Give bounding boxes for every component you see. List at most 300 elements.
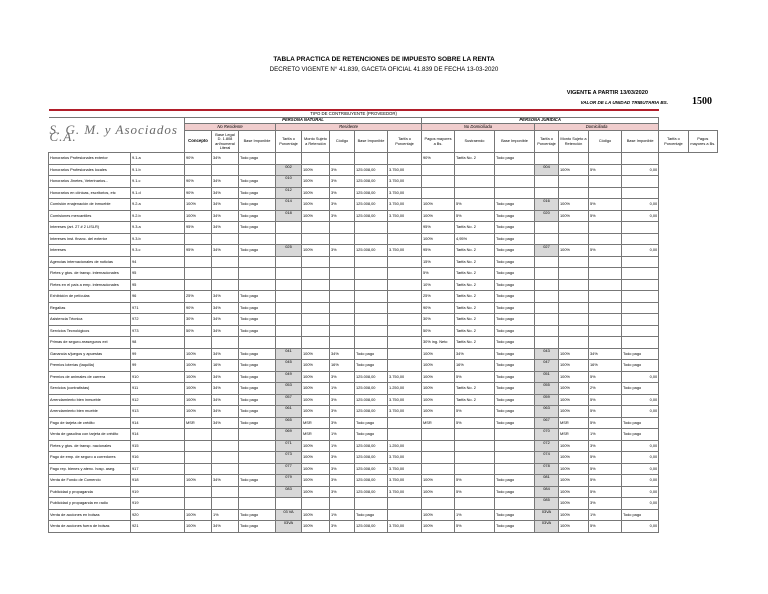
table-cell [185, 463, 212, 475]
table-cell [422, 452, 455, 464]
table-cell: 073 [276, 452, 302, 464]
table-row [49, 429, 718, 441]
table-cell: Tarifa No. 2 [455, 291, 495, 303]
table-cell: Todo pago [239, 210, 276, 222]
table-cell: 96 [131, 291, 185, 303]
table-cell: 0,00 [622, 406, 659, 418]
concepto-cell: Intereses [49, 245, 131, 257]
table-cell [622, 314, 659, 326]
table-cell: Todo pago [495, 245, 535, 257]
table-cell: 16% [330, 360, 355, 372]
table-cell: Todo pago [495, 486, 535, 498]
table-cell [330, 222, 355, 234]
table-cell: 3.750,00 [388, 245, 422, 257]
table-cell [330, 279, 355, 291]
table-cell: 34% [212, 521, 239, 533]
table-row [49, 153, 718, 165]
table-cell: 100% [302, 199, 330, 211]
table-cell: Todo pago [495, 348, 535, 360]
table-cell: 100% [185, 383, 212, 395]
table-cell: 30% [422, 314, 455, 326]
table-cell: 911 [131, 383, 185, 395]
table-row [49, 176, 718, 188]
table-cell: Tarifa No. 2 [455, 302, 495, 314]
table-cell: 100% [422, 475, 455, 487]
table-cell: 055 [535, 383, 559, 395]
table-cell: 100% [185, 394, 212, 406]
table-cell [589, 279, 622, 291]
table-cell: 071 [276, 440, 302, 452]
table-cell [589, 268, 622, 280]
table-cell [302, 337, 330, 349]
table-cell [355, 256, 388, 268]
table-cell [302, 325, 330, 337]
table-cell: Todo pago [239, 314, 276, 326]
table-cell: 3% [330, 521, 355, 533]
table-cell: 34% [212, 417, 239, 429]
table-cell: 3.750,00 [388, 371, 422, 383]
table-cell: 920 [131, 509, 185, 521]
table-cell: Todo pago [239, 348, 276, 360]
table-cell: 027 [535, 245, 559, 257]
table-row [49, 463, 718, 475]
table-cell [212, 164, 239, 176]
table-cell: 3% [330, 463, 355, 475]
table-cell: 0,00 [622, 199, 659, 211]
table-cell: 34% [212, 325, 239, 337]
table-cell: 34% [330, 348, 355, 360]
table-cell: 971 [131, 302, 185, 314]
table-cell: Todo pago [495, 199, 535, 211]
table-cell: MSR [302, 429, 330, 441]
table-cell [559, 325, 589, 337]
concepto-cell: Regalías [49, 302, 131, 314]
table-cell: 3% [330, 210, 355, 222]
table-cell: 25% [185, 291, 212, 303]
table-cell: Todo pago [495, 268, 535, 280]
table-cell: 919 [131, 498, 185, 510]
table-cell: 100% [302, 176, 330, 188]
table-cell: 100% [185, 509, 212, 521]
table-cell: 5% [455, 210, 495, 222]
table-cell: 100% [422, 406, 455, 418]
table-cell: 100% [422, 383, 455, 395]
concepto-cell: Venta de acciones fuera de bolsas [49, 521, 131, 533]
table-cell [422, 176, 455, 188]
table-cell: 3% [330, 452, 355, 464]
table-cell [330, 314, 355, 326]
table-cell: 5% [589, 452, 622, 464]
table-row [49, 348, 718, 360]
table-cell: 98 [131, 337, 185, 349]
table-row [49, 498, 718, 510]
table-cell: 0,00 [622, 475, 659, 487]
table-cell: 051 [535, 371, 559, 383]
table-cell: 0,00 [622, 394, 659, 406]
column-header: Código [330, 131, 355, 153]
table-cell: 3.750,00 [388, 199, 422, 211]
table-cell: 912 [131, 394, 185, 406]
table-cell: 5% [422, 268, 455, 280]
table-cell: Todo pago [239, 371, 276, 383]
table-cell [455, 440, 495, 452]
table-cell: 50% [185, 325, 212, 337]
column-header: Tarifa o Porcentaje [388, 131, 422, 153]
table-cell: Todo pago [495, 210, 535, 222]
table-cell [388, 417, 422, 429]
table-cell: 067 [535, 417, 559, 429]
table-cell: 5% [589, 199, 622, 211]
concepto-cell: Pago rep. bienes y atenc. hosp. aseg. [49, 463, 131, 475]
table-cell: Todo pago [495, 406, 535, 418]
table-cell [355, 498, 388, 510]
vigente-label: VIGENTE A PARTIR 13/03/2020 [566, 90, 648, 96]
table-cell: Todo pago [495, 509, 535, 521]
table-cell [212, 452, 239, 464]
table-cell: 972 [131, 314, 185, 326]
table-cell: 5% [589, 210, 622, 222]
concepto-cell: Pago de emp. de seguro a corredores [49, 452, 131, 464]
table-cell: 5% [455, 371, 495, 383]
table-cell [495, 498, 535, 510]
table-cell: Todo pago [622, 509, 659, 521]
table-cell: MSR [302, 417, 330, 429]
table-cell [355, 325, 388, 337]
table-cell: 3.750,00 [388, 394, 422, 406]
concepto-cell: Honorarios Jinetes, Veterinarios... [49, 176, 131, 188]
table-cell: Todo pago [239, 417, 276, 429]
table-cell: 3% [330, 417, 355, 429]
table-cell: 5% [589, 417, 622, 429]
table-cell: Todo pago [495, 222, 535, 234]
concepto-cell: Venta de acciones en bolsas [49, 509, 131, 521]
table-cell [276, 233, 302, 245]
table-cell: 1% [455, 509, 495, 521]
company-logo: S. G. M. y Asociados C.A. [49, 121, 178, 144]
no-domiciliada-header: No Domiciliada [422, 124, 535, 131]
table-cell: 973 [131, 325, 185, 337]
table-cell [535, 176, 559, 188]
table-cell: 125.008,00 [355, 440, 388, 452]
concepto-cell: Exhibición de películas [49, 291, 131, 303]
table-cell: 5% [455, 417, 495, 429]
table-cell [535, 233, 559, 245]
table-cell: 0,00 [622, 164, 659, 176]
table-cell: 053 [276, 383, 302, 395]
table-cell [276, 222, 302, 234]
table-cell [302, 291, 330, 303]
table-cell: 100% [185, 348, 212, 360]
table-cell: 010 [276, 176, 302, 188]
table-cell: 5% [455, 406, 495, 418]
table-cell: 100% [422, 394, 455, 406]
table-cell [276, 302, 302, 314]
table-cell [589, 256, 622, 268]
table-cell: 03VA [535, 521, 559, 533]
table-cell [330, 268, 355, 280]
table-cell: Todo pago [495, 394, 535, 406]
table-cell [212, 279, 239, 291]
table-cell [185, 268, 212, 280]
table-cell: Todo pago [239, 187, 276, 199]
table-cell: 125.008,00 [355, 463, 388, 475]
table-cell: 125.008,00 [355, 521, 388, 533]
table-cell [330, 325, 355, 337]
table-cell [559, 153, 589, 165]
table-cell: MSR [559, 429, 589, 441]
table-cell [535, 291, 559, 303]
table-cell: 100% [559, 245, 589, 257]
table-cell: 3% [330, 371, 355, 383]
table-cell: 3% [330, 176, 355, 188]
table-cell: 3% [330, 394, 355, 406]
table-cell [622, 291, 659, 303]
table-cell: 50% [422, 325, 455, 337]
table-cell: 9.3.a [131, 222, 185, 234]
table-cell [330, 337, 355, 349]
table-cell: 3.750,00 [388, 176, 422, 188]
table-cell: 012 [276, 187, 302, 199]
table-cell: 100% [422, 360, 455, 372]
table-cell [276, 291, 302, 303]
table-cell: Todo pago [495, 256, 535, 268]
table-cell: 5% [589, 394, 622, 406]
table-row [49, 279, 718, 291]
table-cell [355, 233, 388, 245]
table-cell: 95% [185, 222, 212, 234]
concepto-cell: Honorarios Profesionales locales [49, 164, 131, 176]
table-row [49, 509, 718, 521]
table-cell: 100% [185, 210, 212, 222]
table-cell: 16% [212, 360, 239, 372]
table-cell [535, 222, 559, 234]
table-cell [302, 222, 330, 234]
table-cell: 100% [185, 371, 212, 383]
table-cell: Tarifa No. 2 [455, 153, 495, 165]
table-cell: 1% [330, 383, 355, 395]
table-cell: 4,95% [455, 233, 495, 245]
table-cell: 100% [559, 521, 589, 533]
table-cell: 125.008,00 [355, 394, 388, 406]
table-cell [622, 302, 659, 314]
table-cell: 1% [589, 509, 622, 521]
table-cell: 95% [422, 222, 455, 234]
table-cell [302, 302, 330, 314]
table-cell [239, 498, 276, 510]
table-cell: 3.750,00 [388, 187, 422, 199]
table-cell: 100% [559, 498, 589, 510]
table-cell: 34% [212, 475, 239, 487]
table-cell: Todo pago [622, 429, 659, 441]
table-cell [185, 429, 212, 441]
table-cell: 34% [212, 199, 239, 211]
table-cell: 3% [330, 164, 355, 176]
table-cell [212, 429, 239, 441]
table-cell: 100% [302, 383, 330, 395]
table-cell: 020 [535, 210, 559, 222]
table-row [49, 302, 718, 314]
page-subtitle: DECRETO VIGENTE N° 41.839, GACETA OFICIAL 41.839 DE FECHA 13-03-2020 [269, 66, 499, 73]
table-cell: 074 [535, 452, 559, 464]
table-cell [185, 486, 212, 498]
table-cell [622, 153, 659, 165]
table-cell [388, 279, 422, 291]
table-cell: 5% [455, 199, 495, 211]
table-cell [495, 452, 535, 464]
table-cell: 061 [276, 406, 302, 418]
table-cell: 100% [302, 371, 330, 383]
table-cell [388, 268, 422, 280]
table-cell [622, 279, 659, 291]
column-header: Base Imponible [239, 131, 276, 153]
table-cell [212, 256, 239, 268]
table-cell [622, 187, 659, 199]
table-cell: 3% [330, 199, 355, 211]
table-cell [388, 360, 422, 372]
table-cell: 043 [535, 348, 559, 360]
table-cell: 0,00 [622, 371, 659, 383]
table-row [49, 371, 718, 383]
table-cell [276, 325, 302, 337]
table-cell: 100% [302, 521, 330, 533]
table-cell: 916 [131, 452, 185, 464]
table-cell: 95 [131, 268, 185, 280]
table-cell: 014 [276, 199, 302, 211]
table-cell [212, 233, 239, 245]
table-row [49, 394, 718, 406]
residente-header: Residente [276, 124, 422, 131]
table-cell: 100% [302, 452, 330, 464]
table-row [49, 325, 718, 337]
table-cell: 100% [559, 475, 589, 487]
domiciliada-header: Domiciliada [535, 124, 659, 131]
table-cell: 0,00 [622, 521, 659, 533]
table-cell: 99 [131, 348, 185, 360]
table-cell: 100% [302, 164, 330, 176]
table-cell [455, 429, 495, 441]
table-cell: 069 [276, 429, 302, 441]
table-cell: Todo pago [239, 222, 276, 234]
table-row [49, 291, 718, 303]
concepto-cell: Comisión enajenación de inmueble [49, 199, 131, 211]
table-row [49, 268, 718, 280]
table-cell [239, 233, 276, 245]
table-cell: 083 [276, 486, 302, 498]
table-cell [455, 176, 495, 188]
table-cell: 03 VA [276, 509, 302, 521]
table-cell [455, 463, 495, 475]
table-cell: 100% [559, 509, 589, 521]
table-cell [622, 337, 659, 349]
table-cell: Tarifa No. 2 [455, 256, 495, 268]
column-header: Pagos mayores a Bs. [422, 131, 455, 153]
table-cell: 0,00 [622, 498, 659, 510]
table-cell: 049 [276, 371, 302, 383]
table-cell: Todo pago [495, 153, 535, 165]
table-cell: 100% [422, 348, 455, 360]
table-cell: Todo pago [239, 509, 276, 521]
table-cell: 125.008,00 [355, 187, 388, 199]
table-cell [388, 291, 422, 303]
table-cell: 919 [131, 486, 185, 498]
table-cell [239, 452, 276, 464]
table-cell [185, 164, 212, 176]
table-cell: Todo pago [239, 383, 276, 395]
table-cell [622, 325, 659, 337]
table-cell [559, 222, 589, 234]
table-cell: 9.1.c [131, 176, 185, 188]
column-header: Sustraendo [455, 131, 495, 153]
table-cell: 125.008,00 [355, 199, 388, 211]
table-cell: 3% [589, 440, 622, 452]
table-cell: Tarifa No. 2 [455, 337, 495, 349]
table-cell: 95% [422, 245, 455, 257]
table-cell: 5% [589, 245, 622, 257]
table-cell: 100% [185, 475, 212, 487]
table-cell [589, 222, 622, 234]
table-cell: Todo pago [495, 360, 535, 372]
table-cell [495, 429, 535, 441]
table-cell [535, 153, 559, 165]
table-cell: 072 [535, 440, 559, 452]
table-cell [622, 222, 659, 234]
table-cell [239, 256, 276, 268]
table-cell: Tarifa No. 2 [455, 279, 495, 291]
table-cell [239, 164, 276, 176]
table-cell [535, 187, 559, 199]
table-cell: 9.1.d [131, 187, 185, 199]
table-cell: 34% [212, 394, 239, 406]
table-cell: Todo pago [239, 291, 276, 303]
concepto-cell: Intereses (art. 27 # 2 LISLR) [49, 222, 131, 234]
table-cell: Todo pago [355, 417, 388, 429]
table-cell: 100% [302, 348, 330, 360]
table-cell: 5% [589, 406, 622, 418]
table-cell [239, 463, 276, 475]
table-cell [185, 452, 212, 464]
table-cell: Todo pago [239, 176, 276, 188]
table-cell [388, 429, 422, 441]
table-cell: 3% [330, 406, 355, 418]
table-cell [388, 302, 422, 314]
table-cell: 914 [131, 429, 185, 441]
column-header: Monto Sujeto a Retención [559, 131, 589, 153]
table-cell: 1% [212, 509, 239, 521]
table-cell: 90% [422, 153, 455, 165]
table-cell: 100% [302, 475, 330, 487]
table-cell: 045 [276, 360, 302, 372]
table-cell: 100% [302, 245, 330, 257]
table-cell [239, 268, 276, 280]
table-cell: 34% [212, 176, 239, 188]
concepto-cell: Servicios (contratistas) [49, 383, 131, 395]
persona-juridica-header: PERSONA JURIDICA [422, 118, 659, 124]
table-cell: MSR [422, 417, 455, 429]
column-header: Base Legal D. 1.808 art/numeral Literal [212, 131, 239, 153]
table-cell: 34% [212, 187, 239, 199]
table-cell: Tarifa No. 2 [455, 245, 495, 257]
table-cell [388, 222, 422, 234]
table-cell [559, 302, 589, 314]
table-cell [388, 325, 422, 337]
table-cell: 10% [422, 279, 455, 291]
table-cell: 125.008,00 [355, 383, 388, 395]
table-cell [559, 268, 589, 280]
table-cell: 0,00 [622, 210, 659, 222]
table-cell: 041 [276, 348, 302, 360]
table-cell: 34% [589, 348, 622, 360]
column-header: Código [589, 131, 622, 153]
